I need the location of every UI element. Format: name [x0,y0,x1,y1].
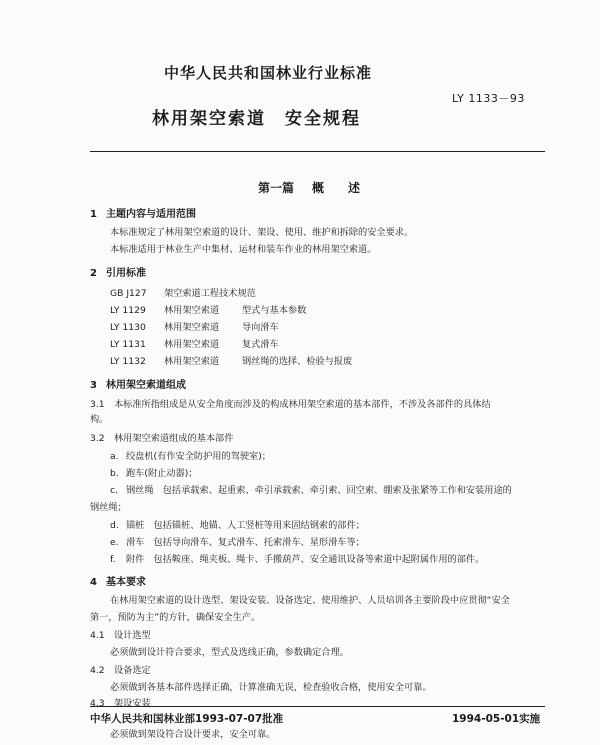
part-name: 概 述 [312,181,361,195]
clause-title: 林用架空索道组成的基本部件 [114,433,234,444]
reference-row [110,285,256,299]
component-item [110,482,512,496]
clause-title: 架设安装 [114,698,151,709]
reference-desc: 型式与基本参数 [242,305,307,316]
clause-number: 4.2 [90,665,105,676]
approval-line: 中华人民共和国林业部1993-07-07批准 [90,713,284,725]
item-text: 绞盘机(有作安全防护用的驾驶室)； [126,451,271,462]
reference-code: LY 1132 [110,356,146,367]
clause-title: 设计选型 [114,630,151,641]
section-number: 2 [90,268,97,279]
section-title: 林用架空索道组成 [106,380,186,391]
footer-divider [90,706,545,707]
item-text: 附件 包括鞍座、绳夹板、绳卡、手搬葫芦、安全通讯设备等索道中起附属作用的部件。 [126,554,485,565]
effective-date: 1994-05-01实施 [452,713,541,725]
standard-number: LY 1133－93 [452,92,525,105]
clause-4-1-text: 必须做到设计符合要求，型式及选线正确，参数确定合理。 [110,647,349,658]
item-key: d. [110,520,119,531]
reference-desc: 导向滑车 [242,322,279,333]
reference-row [110,336,279,350]
item-key: e. [110,537,119,548]
section-4-heading [90,573,146,588]
section-title: 基本要求 [106,577,146,588]
document-title: 林用架空索道 安全规程 [152,109,361,129]
section-1-paragraph-1: 本标准规定了林用架空索道的设计、架设、使用、维护和拆除的安全要求。 [110,227,414,238]
clause-number: 4.1 [90,630,105,641]
item-text: 钢丝绳 包括承载索、起重索、牵引承载索、牵引索、回空索、绷索及张紧等工作和安装用途的 [126,485,512,496]
section-2-heading [90,264,146,279]
clause-4-3-text: 必须做到架设符合设计要求，安全可靠。 [110,729,276,740]
reference-name: 林用架空索道 [164,322,220,333]
clause-number: 3.2 [90,433,105,444]
reference-row [110,319,279,333]
clause-3-1-continued: 构。 [90,414,109,425]
reference-name: 林用架空索道 [164,305,220,316]
reference-code: GB J127 [110,288,147,299]
reference-name: 林用架空索道 [164,339,220,350]
clause-3-2 [90,430,233,444]
issuing-organization: 中华人民共和国林业行业标准 [164,64,373,82]
reference-code: LY 1129 [110,305,146,316]
section-1-paragraph-2: 本标准适用于林业生产中集材、运材和装车作业的林用架空索道。 [110,244,377,255]
clause-title: 设备选定 [114,665,151,676]
section-title: 引用标准 [106,268,146,279]
component-item-continued: 钢丝绳； [90,502,127,513]
reference-code: LY 1131 [110,339,146,350]
clause-4-2 [90,662,151,676]
section-number: 3 [90,380,97,391]
reference-name: 林用架空索道 [164,356,220,367]
item-text: 锚桩 包括锚桩、地锚、人工竖桩等用来固结钢索的部件； [126,520,365,531]
section-4-intro: 在林用架空索道的设计选型、架设安装、设备选定、使用维护、人员培训各主要阶段中应贯彻“安全 [110,595,510,606]
section-number: 4 [90,577,97,588]
clause-text: 本标准所指组成是从安全角度而涉及的构成林用架空索道的基本部件，不涉及各部件的具体结 [114,399,491,410]
header-divider [90,151,545,152]
item-text: 滑车 包括导向滑车、复式滑车、托索滑车、星形滑车等； [126,537,365,548]
section-4-intro-continued: 第一，预防为主”的方针，确保安全生产。 [90,612,261,623]
item-text: 跑车(附止动器)； [126,468,198,479]
reference-row [110,353,352,367]
section-title: 主题内容与适用范围 [106,209,196,220]
reference-desc: 复式滑车 [242,339,279,350]
clause-4-2-text: 必须做到各基本部件选择正确，计算准确无误，检查验收合格，使用安全可靠。 [110,682,432,693]
component-item [110,534,365,548]
section-3-heading [90,376,186,391]
section-number: 1 [90,209,97,220]
component-item [110,465,197,479]
part-heading [258,179,360,196]
reference-row [110,302,306,316]
component-item [110,551,484,565]
item-key: c. [110,485,118,496]
part-label: 第一篇 [258,181,295,195]
clause-number: 3.1 [90,399,105,410]
component-item [110,517,365,531]
section-1-heading [90,205,196,220]
reference-name: 架空索道工程技术规范 [164,288,256,299]
reference-desc: 钢丝绳的选择、检验与报废 [242,356,353,367]
item-key: b. [110,468,119,479]
item-key: a. [110,451,119,462]
clause-4-1 [90,627,151,641]
item-key: f. [110,554,116,565]
component-item [110,448,271,462]
clause-3-1 [90,396,491,410]
reference-code: LY 1130 [110,322,146,333]
clause-number: 4.3 [90,698,105,709]
